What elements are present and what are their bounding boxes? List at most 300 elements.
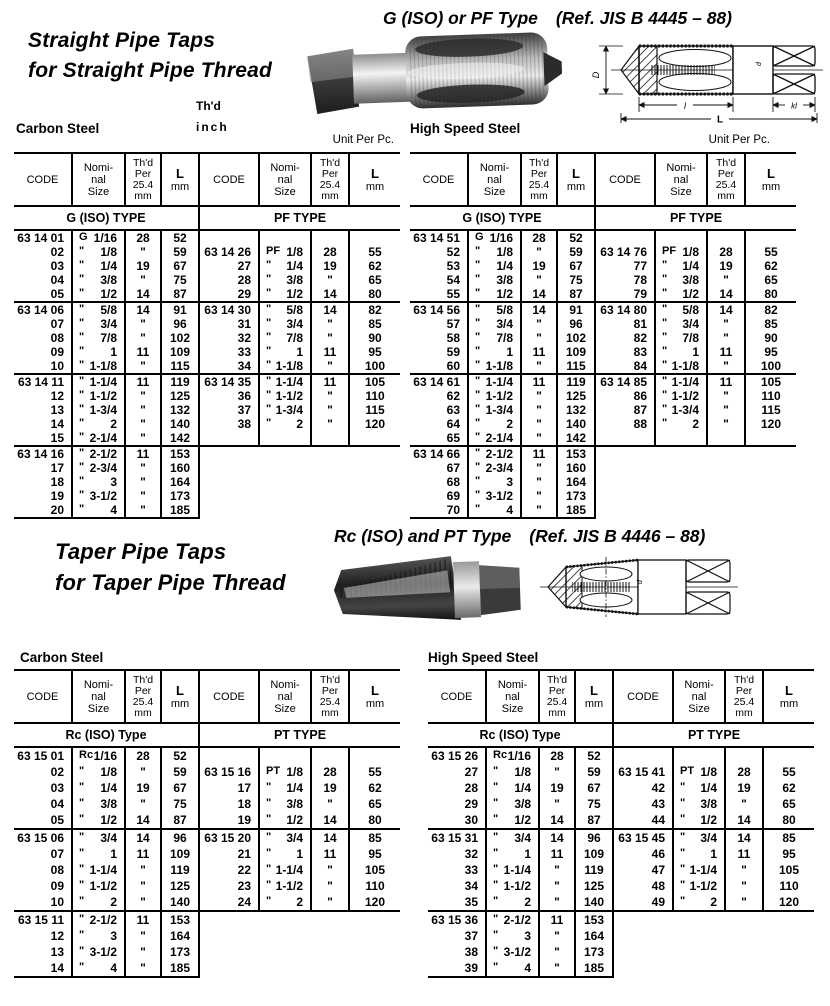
size-cell: " 1/4: [655, 259, 707, 273]
thd-cell: ": [311, 389, 349, 403]
length-cell: [745, 489, 796, 503]
thd-cell: [311, 475, 349, 489]
type-label-right: PT TYPE: [613, 723, 814, 747]
thd-note-line2: inch: [196, 120, 229, 134]
size-cell: " 1-3/4: [259, 403, 311, 417]
length-cell: 95: [349, 345, 400, 359]
code-cell: 13: [50, 944, 64, 959]
code-cell: [199, 461, 259, 475]
code-cell: 02: [50, 245, 64, 259]
size-cell: Rc 1/16: [486, 747, 539, 764]
thd-cell: ": [725, 796, 763, 812]
length-cell: [745, 431, 796, 446]
length-cell: 85: [745, 317, 796, 331]
code-cell: 69: [446, 489, 460, 503]
code-cell: 03: [50, 259, 64, 273]
thd-cell: 11: [311, 345, 349, 359]
table-row: [428, 928, 814, 944]
table-row: [410, 431, 796, 446]
thd-cell: 28: [707, 245, 745, 259]
table-row: [428, 944, 814, 960]
thd-cell: ": [125, 245, 161, 259]
code-cell: 34: [199, 359, 259, 374]
length-cell: 65: [763, 796, 814, 812]
straight-ref-heading: (Ref. JIS B 4445 – 88): [555, 8, 732, 28]
thd-cell: [707, 230, 745, 245]
code-cell: 14: [14, 960, 72, 977]
table-row: [14, 796, 400, 812]
thd-cell: 19: [125, 780, 161, 796]
thd-cell: [311, 928, 349, 944]
size-cell: G 1/16: [468, 230, 521, 245]
code-cell: 33: [464, 862, 478, 877]
code-cell: 39: [428, 960, 486, 977]
length-cell: 140: [575, 894, 613, 911]
thd-cell: 11: [521, 446, 557, 461]
size-cell: " 1-1/4: [72, 374, 125, 389]
thd-cell: [725, 911, 763, 928]
table-row: [410, 345, 796, 359]
size-cell: " 1/2: [259, 287, 311, 302]
type-label-left: Rc (ISO) Type: [14, 723, 199, 747]
code-cell: 62: [446, 389, 460, 403]
length-cell: 109: [557, 345, 595, 359]
code-cell: 77: [595, 259, 655, 273]
size-cell: PF 1/8: [259, 245, 311, 259]
code-cell: 47: [613, 862, 673, 878]
code-cell: 81: [595, 317, 655, 331]
code-cell: 29: [464, 796, 478, 811]
code-cell: 63 14 11: [14, 374, 72, 389]
thd-cell: ": [539, 862, 575, 878]
size-cell: " 5/8: [72, 302, 125, 317]
thd-cell: ": [125, 503, 161, 518]
thd-cell: ": [521, 503, 557, 518]
table-row: [14, 911, 400, 928]
size-cell: " 4: [486, 960, 539, 977]
length-cell: 91: [557, 302, 595, 317]
table-row: [14, 259, 400, 273]
size-cell: " 1/4: [259, 259, 311, 273]
thd-cell: 14: [725, 829, 763, 846]
thd-cell: 14: [125, 829, 161, 846]
size-cell: " 1/8: [72, 764, 125, 780]
table-row: [428, 911, 814, 928]
size-cell: " 7/8: [72, 331, 125, 345]
code-cell: 54: [446, 273, 460, 287]
length-cell: 55: [349, 764, 400, 780]
length-cell: [349, 489, 400, 503]
length-cell: 119: [575, 862, 613, 878]
straight-type-heading: G (ISO) or PF Type: [383, 8, 538, 28]
code-cell: 48: [613, 878, 673, 894]
thd-cell: 11: [311, 846, 349, 862]
col-header-code: CODE: [595, 153, 655, 206]
size-cell: " 7/8: [259, 331, 311, 345]
thd-cell: 28: [125, 747, 161, 764]
thread-per-inch-note: [196, 96, 229, 138]
thd-cell: ": [125, 764, 161, 780]
length-cell: 59: [575, 764, 613, 780]
code-cell: 63 14 76: [595, 245, 655, 259]
length-cell: [349, 928, 400, 944]
col-header-length: L mm: [557, 153, 595, 206]
code-cell: 31: [199, 317, 259, 331]
code-cell: 65: [446, 431, 460, 445]
length-cell: 140: [557, 417, 595, 431]
length-cell: [763, 747, 814, 764]
table-row: [14, 780, 400, 796]
size-cell: " 1/8: [486, 764, 539, 780]
thd-cell: 28: [125, 230, 161, 245]
length-cell: 173: [575, 944, 613, 960]
size-cell: " 1: [259, 345, 311, 359]
length-cell: 120: [763, 894, 814, 911]
col-header-size: Nomi- nal Size: [655, 153, 707, 206]
size-cell: [259, 944, 311, 960]
size-cell: " 2: [259, 417, 311, 431]
length-cell: 75: [575, 796, 613, 812]
code-cell: 63 14 30: [199, 302, 259, 317]
size-cell: " 3/8: [72, 273, 125, 287]
length-cell: 185: [161, 503, 199, 518]
size-cell: [259, 230, 311, 245]
code-cell: 19: [50, 489, 64, 503]
length-cell: 52: [161, 230, 199, 245]
length-cell: 125: [161, 389, 199, 403]
table-row: [14, 878, 400, 894]
code-cell: 08: [50, 862, 64, 877]
size-cell: " 2: [673, 894, 725, 911]
table-row: [410, 403, 796, 417]
code-cell: 28: [199, 273, 259, 287]
col-header-thd: Th'd Per 25.4 mm: [311, 670, 349, 723]
size-cell: " 3/4: [486, 829, 539, 846]
code-cell: 63 15 36: [428, 911, 486, 928]
thd-cell: 11: [125, 345, 161, 359]
thd-cell: ": [521, 317, 557, 331]
size-cell: [655, 475, 707, 489]
table-row: [428, 846, 814, 862]
length-cell: 96: [161, 317, 199, 331]
thd-cell: [311, 503, 349, 518]
col-header-length: L mm: [349, 670, 400, 723]
length-cell: [349, 911, 400, 928]
thd-cell: 28: [311, 764, 349, 780]
code-cell: 63 14 35: [199, 374, 259, 389]
col-header-size: Nomi- nal Size: [486, 670, 539, 723]
thd-cell: [707, 431, 745, 446]
length-cell: [763, 944, 814, 960]
size-cell: Rc 1/16: [72, 747, 125, 764]
length-cell: 96: [557, 317, 595, 331]
thd-cell: ": [539, 764, 575, 780]
table-row: [410, 359, 796, 374]
col-header-code: CODE: [199, 670, 259, 723]
header-row: [410, 153, 796, 206]
size-cell: " 3/4: [72, 317, 125, 331]
length-cell: 185: [575, 960, 613, 977]
size-cell: [673, 911, 725, 928]
code-cell: 83: [595, 345, 655, 359]
size-cell: [655, 431, 707, 446]
thd-cell: 14: [311, 302, 349, 317]
length-cell: 87: [161, 287, 199, 302]
code-cell: [613, 911, 673, 928]
col-header-thd: Th'd Per 25.4 mm: [521, 153, 557, 206]
thd-cell: ": [707, 389, 745, 403]
thd-cell: 11: [521, 345, 557, 359]
size-cell: " 1-1/2: [486, 878, 539, 894]
table-row: [14, 317, 400, 331]
size-cell: " 1-1/4: [673, 862, 725, 878]
code-cell: [595, 230, 655, 245]
length-cell: 120: [349, 417, 400, 431]
size-cell: [259, 431, 311, 446]
size-cell: G 1/16: [72, 230, 125, 245]
size-cell: " 4: [72, 960, 125, 977]
thd-cell: [707, 446, 745, 461]
length-cell: [349, 461, 400, 475]
length-cell: 82: [349, 302, 400, 317]
code-cell: 55: [446, 287, 460, 301]
size-cell: PT 1/8: [673, 764, 725, 780]
size-cell: " 1/4: [486, 780, 539, 796]
code-cell: 63 15 20: [199, 829, 259, 846]
code-cell: 04: [50, 273, 64, 287]
taper-type-heading: Rc (ISO) and PT Type: [334, 526, 512, 546]
size-cell: " 4: [468, 503, 521, 518]
straight-section-title: [28, 26, 272, 86]
table-row: [14, 331, 400, 345]
size-cell: [259, 960, 311, 977]
code-cell: 46: [613, 846, 673, 862]
size-cell: " 2-3/4: [72, 461, 125, 475]
length-cell: 67: [161, 780, 199, 796]
code-cell: 23: [199, 878, 259, 894]
code-cell: 14: [50, 417, 64, 431]
code-cell: 19: [199, 812, 259, 829]
length-cell: 80: [349, 287, 400, 302]
code-cell: [595, 475, 655, 489]
code-cell: 34: [464, 878, 478, 893]
code-cell: 42: [613, 780, 673, 796]
code-cell: 32: [199, 331, 259, 345]
size-cell: " 2-1/2: [486, 911, 539, 928]
thd-cell: 11: [539, 911, 575, 928]
thd-cell: [311, 461, 349, 475]
spec-table: [14, 152, 400, 519]
length-cell: [349, 503, 400, 518]
straight-title-line1: Straight Pipe Taps: [28, 29, 216, 52]
size-cell: " 3: [72, 928, 125, 944]
size-cell: " 1/2: [673, 812, 725, 829]
length-cell: 90: [349, 331, 400, 345]
thd-cell: [311, 489, 349, 503]
code-cell: [199, 230, 259, 245]
size-cell: " 1-1/4: [655, 374, 707, 389]
code-cell: [199, 475, 259, 489]
size-cell: [259, 928, 311, 944]
table-row: [14, 846, 400, 862]
length-cell: [349, 960, 400, 977]
thd-cell: 19: [539, 780, 575, 796]
length-cell: 75: [557, 273, 595, 287]
code-cell: 64: [446, 417, 460, 431]
code-cell: 10: [50, 894, 64, 909]
table-row: [14, 503, 400, 518]
thd-cell: ": [539, 894, 575, 911]
length-cell: [745, 446, 796, 461]
size-cell: " 2: [259, 894, 311, 911]
code-cell: 37: [464, 928, 478, 943]
size-cell: PT 1/8: [259, 764, 311, 780]
code-cell: 63 15 31: [428, 829, 486, 846]
header-row: [14, 670, 400, 723]
thd-cell: ": [521, 245, 557, 259]
length-cell: 109: [161, 846, 199, 862]
size-cell: " 1-1/4: [468, 374, 521, 389]
size-cell: [655, 503, 707, 518]
size-cell: " 2-1/4: [72, 431, 125, 446]
table-row: [14, 944, 400, 960]
length-cell: 119: [557, 374, 595, 389]
length-cell: 132: [161, 403, 199, 417]
code-cell: 24: [199, 894, 259, 911]
length-cell: 153: [557, 446, 595, 461]
size-cell: " 1-1/2: [655, 389, 707, 403]
table-row: [410, 374, 796, 389]
code-cell: 63 15 06: [14, 829, 72, 846]
taper-tap-photo: [330, 551, 526, 629]
length-cell: [745, 503, 796, 518]
length-cell: 164: [161, 475, 199, 489]
thd-cell: 14: [311, 812, 349, 829]
table-row: [410, 317, 796, 331]
code-cell: [595, 461, 655, 475]
code-cell: 05: [50, 287, 64, 301]
code-cell: 30: [464, 812, 478, 827]
length-cell: 110: [349, 389, 400, 403]
code-cell: 86: [595, 389, 655, 403]
length-cell: 164: [161, 928, 199, 944]
table-row: [14, 302, 400, 317]
code-cell: 33: [199, 345, 259, 359]
code-cell: [199, 928, 259, 944]
table-row: [14, 862, 400, 878]
size-cell: " 1/2: [259, 812, 311, 829]
code-cell: 07: [50, 846, 64, 861]
size-cell: [673, 928, 725, 944]
length-cell: [763, 928, 814, 944]
table-row: [428, 812, 814, 829]
col-header-length: L mm: [161, 670, 199, 723]
table-row: [410, 331, 796, 345]
size-cell: " 1: [655, 345, 707, 359]
table-row: [14, 489, 400, 503]
length-cell: 59: [557, 245, 595, 259]
length-cell: [763, 960, 814, 977]
size-cell: " 1/4: [72, 259, 125, 273]
code-cell: 60: [446, 359, 460, 373]
table-row: [428, 764, 814, 780]
size-cell: [259, 461, 311, 475]
type-label-left: Rc (ISO) Type: [428, 723, 613, 747]
drawing-label-d: d: [756, 62, 763, 66]
size-cell: " 1-3/4: [72, 403, 125, 417]
table-row: [14, 475, 400, 489]
thd-cell: ": [539, 944, 575, 960]
size-cell: " 3: [486, 928, 539, 944]
thd-cell: 14: [125, 302, 161, 317]
length-cell: 59: [161, 245, 199, 259]
length-cell: 65: [349, 273, 400, 287]
size-cell: " 1/4: [259, 780, 311, 796]
thd-cell: 19: [725, 780, 763, 796]
thd-cell: 14: [539, 812, 575, 829]
size-cell: " 1/2: [72, 812, 125, 829]
length-cell: 55: [763, 764, 814, 780]
code-cell: 63 15 11: [14, 911, 72, 928]
thd-cell: ": [125, 331, 161, 345]
length-cell: 110: [763, 878, 814, 894]
thd-cell: [725, 747, 763, 764]
thd-cell: [311, 446, 349, 461]
thd-note-line1: Th'd: [196, 99, 221, 113]
length-cell: 164: [557, 475, 595, 489]
size-cell: [673, 747, 725, 764]
thd-cell: 28: [725, 764, 763, 780]
size-cell: " 3/4: [259, 317, 311, 331]
unit-per-pc-label-right: Unit Per Pc.: [708, 134, 770, 146]
size-cell: " 3-1/2: [72, 489, 125, 503]
thd-cell: 14: [125, 812, 161, 829]
table-row: [410, 417, 796, 431]
header-row: [14, 153, 400, 206]
code-cell: 43: [613, 796, 673, 812]
size-cell: [673, 944, 725, 960]
size-cell: " 5/8: [259, 302, 311, 317]
table-row: [410, 389, 796, 403]
type-label-right: PT TYPE: [199, 723, 400, 747]
thd-cell: ": [311, 403, 349, 417]
col-header-code: CODE: [14, 670, 72, 723]
size-cell: " 1-1/2: [259, 878, 311, 894]
taper-title-line1: Taper Pipe Taps: [55, 539, 227, 564]
code-cell: [613, 928, 673, 944]
col-header-length: L mm: [349, 153, 400, 206]
type-label-right: PF TYPE: [595, 206, 796, 230]
type-row: [428, 723, 814, 747]
size-cell: " 1: [673, 846, 725, 862]
code-cell: 88: [595, 417, 655, 431]
table-row: [14, 764, 400, 780]
code-cell: 44: [613, 812, 673, 829]
code-cell: 63 15 41: [613, 764, 673, 780]
size-cell: " 1/4: [72, 780, 125, 796]
size-cell: " 1/4: [673, 780, 725, 796]
length-cell: 132: [557, 403, 595, 417]
size-cell: " 2: [655, 417, 707, 431]
code-cell: 63 15 01: [17, 748, 64, 763]
table-row: [410, 230, 796, 245]
length-cell: 105: [763, 862, 814, 878]
size-cell: " 1/2: [72, 287, 125, 302]
size-cell: " 1/2: [655, 287, 707, 302]
code-cell: 63: [446, 403, 460, 417]
code-cell: 20: [14, 503, 72, 518]
length-cell: [349, 475, 400, 489]
